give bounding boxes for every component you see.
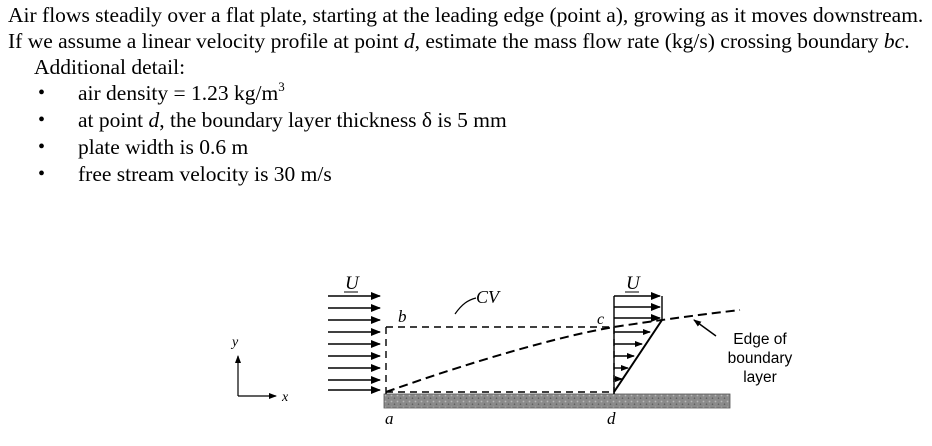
bullet: • [38, 109, 46, 131]
edge-label-line3: layer [743, 369, 777, 386]
detail-item-density [8, 80, 928, 107]
statement-boundary: bc [883, 29, 905, 53]
label-x: x [282, 390, 289, 405]
detail-thickness-point: d [148, 108, 160, 132]
detail-thickness-pre: at point [78, 108, 149, 132]
bullet: • [38, 82, 46, 104]
label-a: a [385, 409, 394, 428]
edge-callout-arrow [694, 320, 716, 336]
label-U-right: U [626, 273, 640, 294]
label-y: y [232, 335, 239, 350]
detail-width-text: plate width is 0.6 m [78, 135, 249, 159]
statement-part1: Air flows steadily over a flat plate, starting at the leading edge (point a), growing as it moves downstream. If we assume a linear velocity profile at point [8, 3, 924, 53]
detail-item-thickness [8, 107, 928, 134]
problem-statement [8, 2, 928, 188]
bullet: • [38, 136, 46, 158]
edge-label-line1: Edge of [733, 331, 787, 348]
velocity-profile-d [614, 296, 662, 394]
boundary-layer-edge [386, 310, 740, 392]
inflow-arrows [328, 296, 380, 390]
axes [238, 356, 276, 396]
boundary-layer-diagram [0, 262, 932, 446]
detail-density-text: air density = 1.23 kg/m [78, 81, 279, 105]
label-c: c [597, 311, 605, 328]
detail-item-velocity [8, 161, 928, 188]
cv-callout-line [455, 298, 476, 314]
label-b: b [398, 307, 407, 326]
flat-plate [384, 394, 730, 408]
statement-point: d [403, 29, 415, 53]
diagram-svg [0, 262, 932, 446]
problem-paragraph [8, 2, 928, 54]
statement-end: . [904, 29, 910, 53]
detail-density-sup: 3 [278, 78, 285, 94]
edge-label-line2: boundary [727, 350, 793, 367]
bullet: • [38, 163, 46, 185]
label-CV: CV [476, 287, 500, 307]
detail-velocity-text: free stream velocity is 30 m/s [78, 162, 332, 186]
detail-list [8, 80, 928, 188]
control-volume-boundary [386, 327, 614, 394]
label-U-left: U [345, 273, 359, 294]
label-d: d [607, 409, 616, 428]
statement-part2: , estimate the mass flow rate (kg/s) crossing boundary [414, 29, 884, 53]
detail-item-width [8, 134, 928, 161]
detail-thickness-post: , the boundary layer thickness δ is 5 mm [159, 108, 507, 132]
detail-heading: Additional detail: [34, 55, 186, 79]
